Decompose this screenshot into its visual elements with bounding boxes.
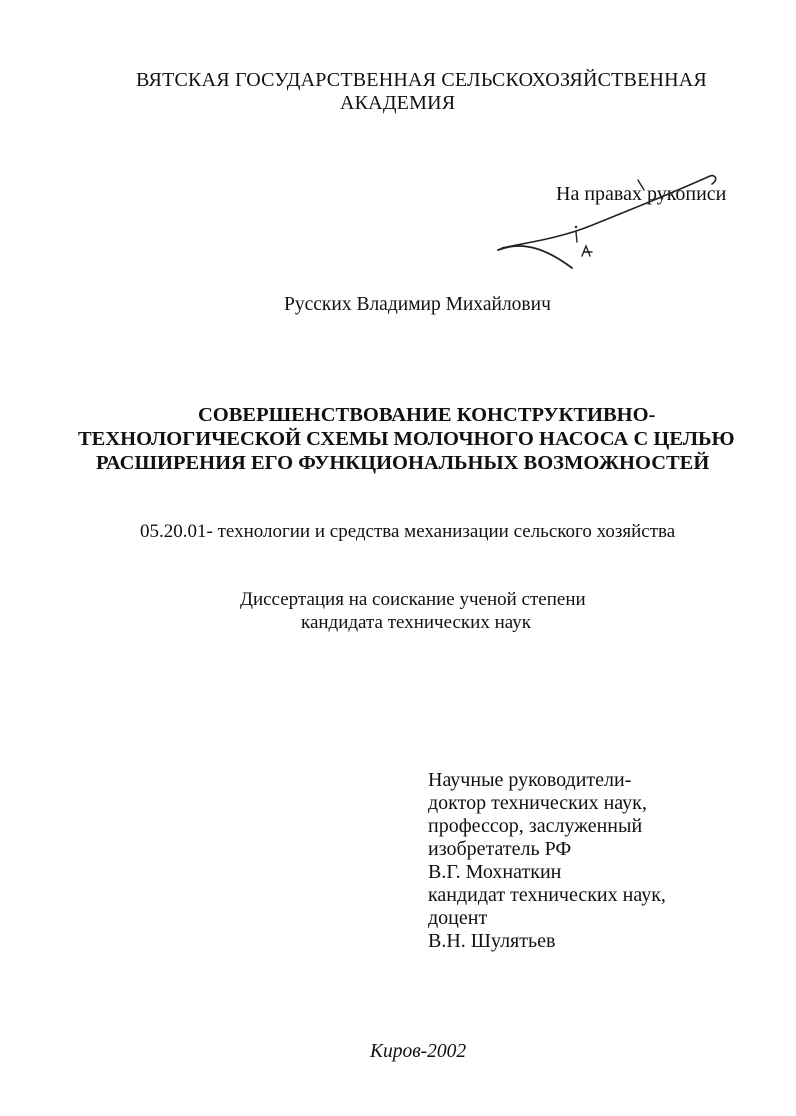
advisor-1-honor: изобретатель РФ: [428, 838, 572, 860]
dissertation-degree-line-2: кандидата технических наук: [301, 612, 531, 633]
institution-name-line-1: ВЯТСКАЯ ГОСУДАРСТВЕННАЯ СЕЛЬСКОХОЗЯЙСТВЕННАЯ: [136, 69, 707, 91]
dissertation-degree-line-1: Диссертация на соискание ученой степени: [240, 589, 586, 610]
manuscript-note: На правах рукописи: [556, 183, 727, 205]
advisor-1-degree: доктор технических наук,: [428, 792, 647, 814]
specialty-code: 05.20.01- технологии и средства механизации сельского хозяйства: [140, 521, 676, 542]
advisor-1-name: В.Г. Мохнаткин: [428, 861, 562, 883]
handwritten-signature: [490, 160, 730, 280]
institution-name-line-2: АКАДЕМИЯ: [340, 92, 456, 114]
dissertation-title-line-2: ТЕХНОЛОГИЧЕСКОЙ СХЕМЫ МОЛОЧНОГО НАСОСА С ЦЕЛЬЮ: [78, 428, 735, 450]
advisors-heading: Научные руководители-: [428, 769, 632, 791]
advisor-1-title: профессор, заслуженный: [428, 815, 643, 837]
advisor-2-name: В.Н. Шулятьев: [428, 930, 556, 952]
advisor-2-title: доцент: [428, 907, 488, 929]
advisor-2-degree: кандидат технических наук,: [428, 884, 666, 906]
city-and-year: Киров-2002: [370, 1041, 467, 1062]
dissertation-title-line-3: РАСШИРЕНИЯ ЕГО ФУНКЦИОНАЛЬНЫХ ВОЗМОЖНОСТЕЙ: [96, 452, 710, 474]
dissertation-title-line-1: СОВЕРШЕНСТВОВАНИЕ КОНСТРУКТИВНО-: [198, 404, 656, 426]
author-name: Русских Владимир Михайлович: [284, 294, 551, 315]
